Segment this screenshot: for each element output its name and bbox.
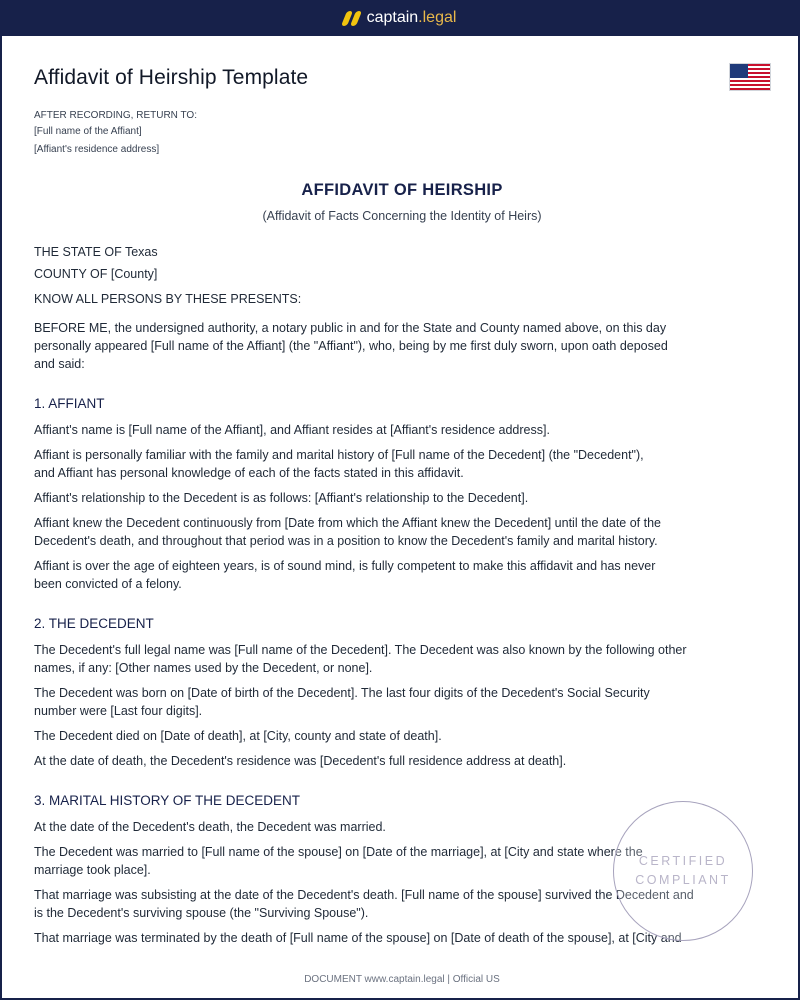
- return-to-name: [Full name of the Affiant]: [34, 126, 142, 137]
- stamp-line: CERTIFIED: [638, 854, 728, 868]
- section-line: The Decedent was married to [Full name of the spouse] on [Date of the marriage], at [City and state where the: [34, 845, 643, 859]
- section-line: and Affiant has personal knowledge of each of the facts stated in this affidavit.: [34, 466, 464, 480]
- affidavit-subheading: (Affidavit of Facts Concerning the Identity of Heirs): [262, 209, 542, 223]
- captain-legal-logo-icon: [344, 11, 359, 26]
- intro-line: and said:: [34, 357, 85, 371]
- document-footer: DOCUMENT www.captain.legal | Official US: [304, 974, 500, 985]
- section-line: Affiant's relationship to the Decedent is as follows: [Affiant's relationship to the Decedent].: [34, 491, 529, 505]
- section-line: names, if any: [Other names used by the Decedent, or none].: [34, 661, 373, 675]
- intro-line: BEFORE ME, the undersigned authority, a notary public in and for the State and County named above, on this day: [34, 321, 667, 335]
- county-line: COUNTY OF [County]: [34, 267, 158, 281]
- section-line: That marriage was terminated by the death of [Full name of the spouse] on [Date of death of the spouse], at [City and: [34, 931, 682, 945]
- section-line: The Decedent's full legal name was [Full name of the Decedent]. The Decedent was also known by the following other: [34, 643, 687, 657]
- section-title-decedent: 2. THE DECEDENT: [34, 616, 154, 631]
- top-bar: [2, 0, 798, 36]
- section-line: Affiant's name is [Full name of the Affiant], and Affiant resides at [Affiant's residence address].: [34, 423, 550, 437]
- state-line: THE STATE OF Texas: [34, 245, 158, 259]
- section-title-marital-history: 3. MARITAL HISTORY OF THE DECEDENT: [34, 793, 301, 808]
- section-line: Affiant is over the age of eighteen years, is of sound mind, is fully competent to make this affidavit and has never: [34, 559, 656, 573]
- section-line: number were [Last four digits].: [34, 704, 203, 718]
- section-line: At the date of the Decedent's death, the Decedent was married.: [34, 820, 386, 834]
- brand-tld: .legal: [418, 9, 457, 26]
- stamp-line: COMPLIANT: [635, 873, 731, 887]
- certified-compliant-stamp: [613, 801, 753, 941]
- us-flag-icon: [730, 64, 770, 90]
- return-to-label: AFTER RECORDING, RETURN TO:: [34, 110, 197, 121]
- section-line: Affiant knew the Decedent continuously from [Date from which the Affiant knew the Decedent] until the date of the: [34, 516, 661, 530]
- section-line: Decedent's death, and throughout that period was in a position to know the Decedent's family and marital history.: [34, 534, 658, 548]
- document-title: Affidavit of Heirship Template: [34, 66, 309, 89]
- intro-line: personally appeared [Full name of the Affiant] (the "Affiant"), who, being by me first duly sworn, upon oath deposed: [34, 339, 668, 353]
- brand-name: captain: [366, 9, 419, 26]
- section-line: That marriage was subsisting at the date of the Decedent's death. [Full name of the spouse] survived the Decedent and: [34, 888, 694, 902]
- affidavit-heading: AFFIDAVIT OF HEIRSHIP: [301, 181, 503, 199]
- section-line: marriage took place].: [34, 863, 151, 877]
- know-all-line: KNOW ALL PERSONS BY THESE PRESENTS:: [34, 292, 302, 306]
- section-line: At the date of death, the Decedent's residence was [Decedent's full residence address at death].: [34, 754, 567, 768]
- brand-logo-link[interactable]: [344, 9, 457, 27]
- section-line: been convicted of a felony.: [34, 577, 182, 591]
- return-to-address: [Affiant's residence address]: [34, 144, 160, 155]
- section-line: is the Decedent's surviving spouse (the "Surviving Spouse").: [34, 906, 369, 920]
- section-title-affiant: 1. AFFIANT: [34, 396, 105, 411]
- section-line: The Decedent died on [Date of death], at [City, county and state of death].: [34, 729, 442, 743]
- section-line: The Decedent was born on [Date of birth of the Decedent]. The last four digits of the Decedent's Social Security: [34, 686, 650, 700]
- section-line: Affiant is personally familiar with the family and marital history of [Full name of the Decedent] (the "Decedent"),: [34, 448, 644, 462]
